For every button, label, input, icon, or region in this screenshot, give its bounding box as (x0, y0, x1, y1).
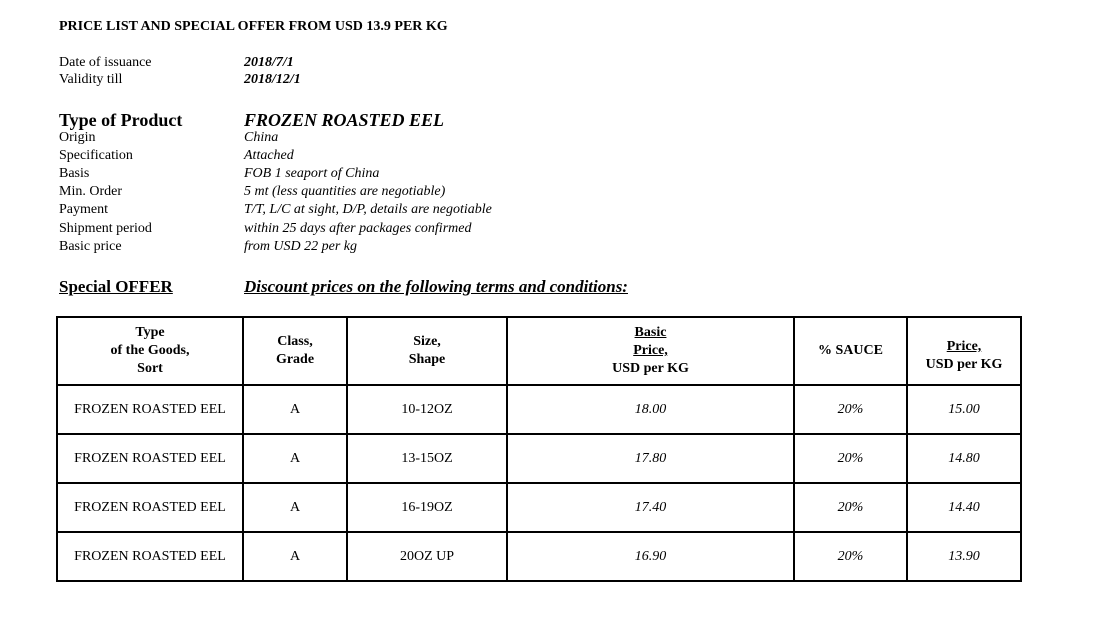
cell-size: 10-12OZ (347, 385, 507, 434)
validity-value: 2018/12/1 (244, 72, 301, 87)
cell-offer-price: 13.90 (907, 532, 1021, 581)
payment-label: Payment (59, 202, 108, 217)
cell-sauce: 20% (794, 483, 907, 532)
header-size-line-1: Size, (413, 334, 441, 349)
date-of-issuance-label: Date of issuance (59, 55, 152, 70)
cell-size: 20OZ UP (347, 532, 507, 581)
header-grade (243, 317, 347, 385)
cell-sauce: 20% (794, 532, 907, 581)
special-offer-heading: Special OFFER (59, 277, 173, 296)
basic-price-label: Basic price (59, 239, 122, 254)
header-grade-line-1: Class, (277, 334, 313, 349)
header-goods-line-2: of the Goods, (110, 343, 190, 358)
specification-value: Attached (244, 148, 294, 163)
header-goods (57, 317, 243, 385)
cell-offer-price: 14.40 (907, 483, 1021, 532)
header-grade-line-2: Grade (275, 352, 315, 367)
cell-grade: A (243, 385, 347, 434)
shipment-period-value: within 25 days after packages confirmed (244, 221, 472, 236)
basic-price-value: from USD 22 per kg (244, 239, 358, 254)
header-basic-price (507, 317, 794, 385)
price-table-header-row (57, 317, 1021, 385)
header-sauce (794, 317, 907, 385)
cell-sauce: 20% (794, 434, 907, 483)
header-price-line-1: Price, (946, 339, 982, 354)
header-basic-line-2: Price, (633, 343, 668, 358)
validity-label: Validity till (59, 72, 123, 87)
basis-label: Basis (59, 166, 90, 181)
cell-basic-price: 17.40 (507, 483, 794, 532)
table-row (57, 483, 1021, 532)
special-offer-terms: Discount prices on the following terms and conditions: (244, 277, 628, 296)
basis-value: FOB 1 seaport of China (244, 166, 380, 181)
cell-goods: FROZEN ROASTED EEL (57, 532, 243, 581)
cell-sauce: 20% (794, 385, 907, 434)
cell-size: 13-15OZ (347, 434, 507, 483)
cell-goods: FROZEN ROASTED EEL (57, 434, 243, 483)
cell-goods: FROZEN ROASTED EEL (57, 483, 243, 532)
document-title: PRICE LIST AND SPECIAL OFFER FROM USD 13.9 PER KG (59, 19, 448, 34)
product-type-heading: Type of Product (59, 110, 183, 130)
cell-grade: A (243, 532, 347, 581)
cell-basic-price: 17.80 (507, 434, 794, 483)
cell-basic-price: 18.00 (507, 385, 794, 434)
product-type-value: FROZEN ROASTED EEL (244, 110, 445, 130)
specification-label: Specification (59, 148, 133, 163)
cell-goods: FROZEN ROASTED EEL (57, 385, 243, 434)
table-row (57, 532, 1021, 581)
cell-grade: A (243, 483, 347, 532)
cell-offer-price: 15.00 (907, 385, 1021, 434)
header-price-line-2: USD per KG (925, 357, 1003, 372)
header-offer-price (907, 317, 1021, 385)
table-row (57, 385, 1021, 434)
header-basic-line-1: Basic (634, 325, 667, 340)
origin-value: China (244, 130, 279, 145)
cell-basic-price: 16.90 (507, 532, 794, 581)
header-basic-line-3: USD per KG (612, 361, 689, 376)
header-size (347, 317, 507, 385)
cell-size: 16-19OZ (347, 483, 507, 532)
payment-value: T/T, L/C at sight, D/P, details are negotiable (244, 202, 492, 217)
cell-offer-price: 14.80 (907, 434, 1021, 483)
origin-label: Origin (59, 130, 96, 145)
price-table (56, 316, 1022, 582)
header-goods-line-1: Type (135, 325, 165, 340)
header-goods-line-3: Sort (137, 361, 163, 376)
min-order-label: Min. Order (59, 184, 122, 199)
header-size-line-2: Shape (408, 352, 446, 367)
min-order-value: 5 mt (less quantities are negotiable) (244, 184, 446, 199)
cell-grade: A (243, 434, 347, 483)
shipment-period-label: Shipment period (59, 221, 152, 236)
table-row (57, 434, 1021, 483)
date-of-issuance-value: 2018/7/1 (244, 55, 294, 70)
header-sauce-line-1: % SAUCE (818, 343, 883, 358)
